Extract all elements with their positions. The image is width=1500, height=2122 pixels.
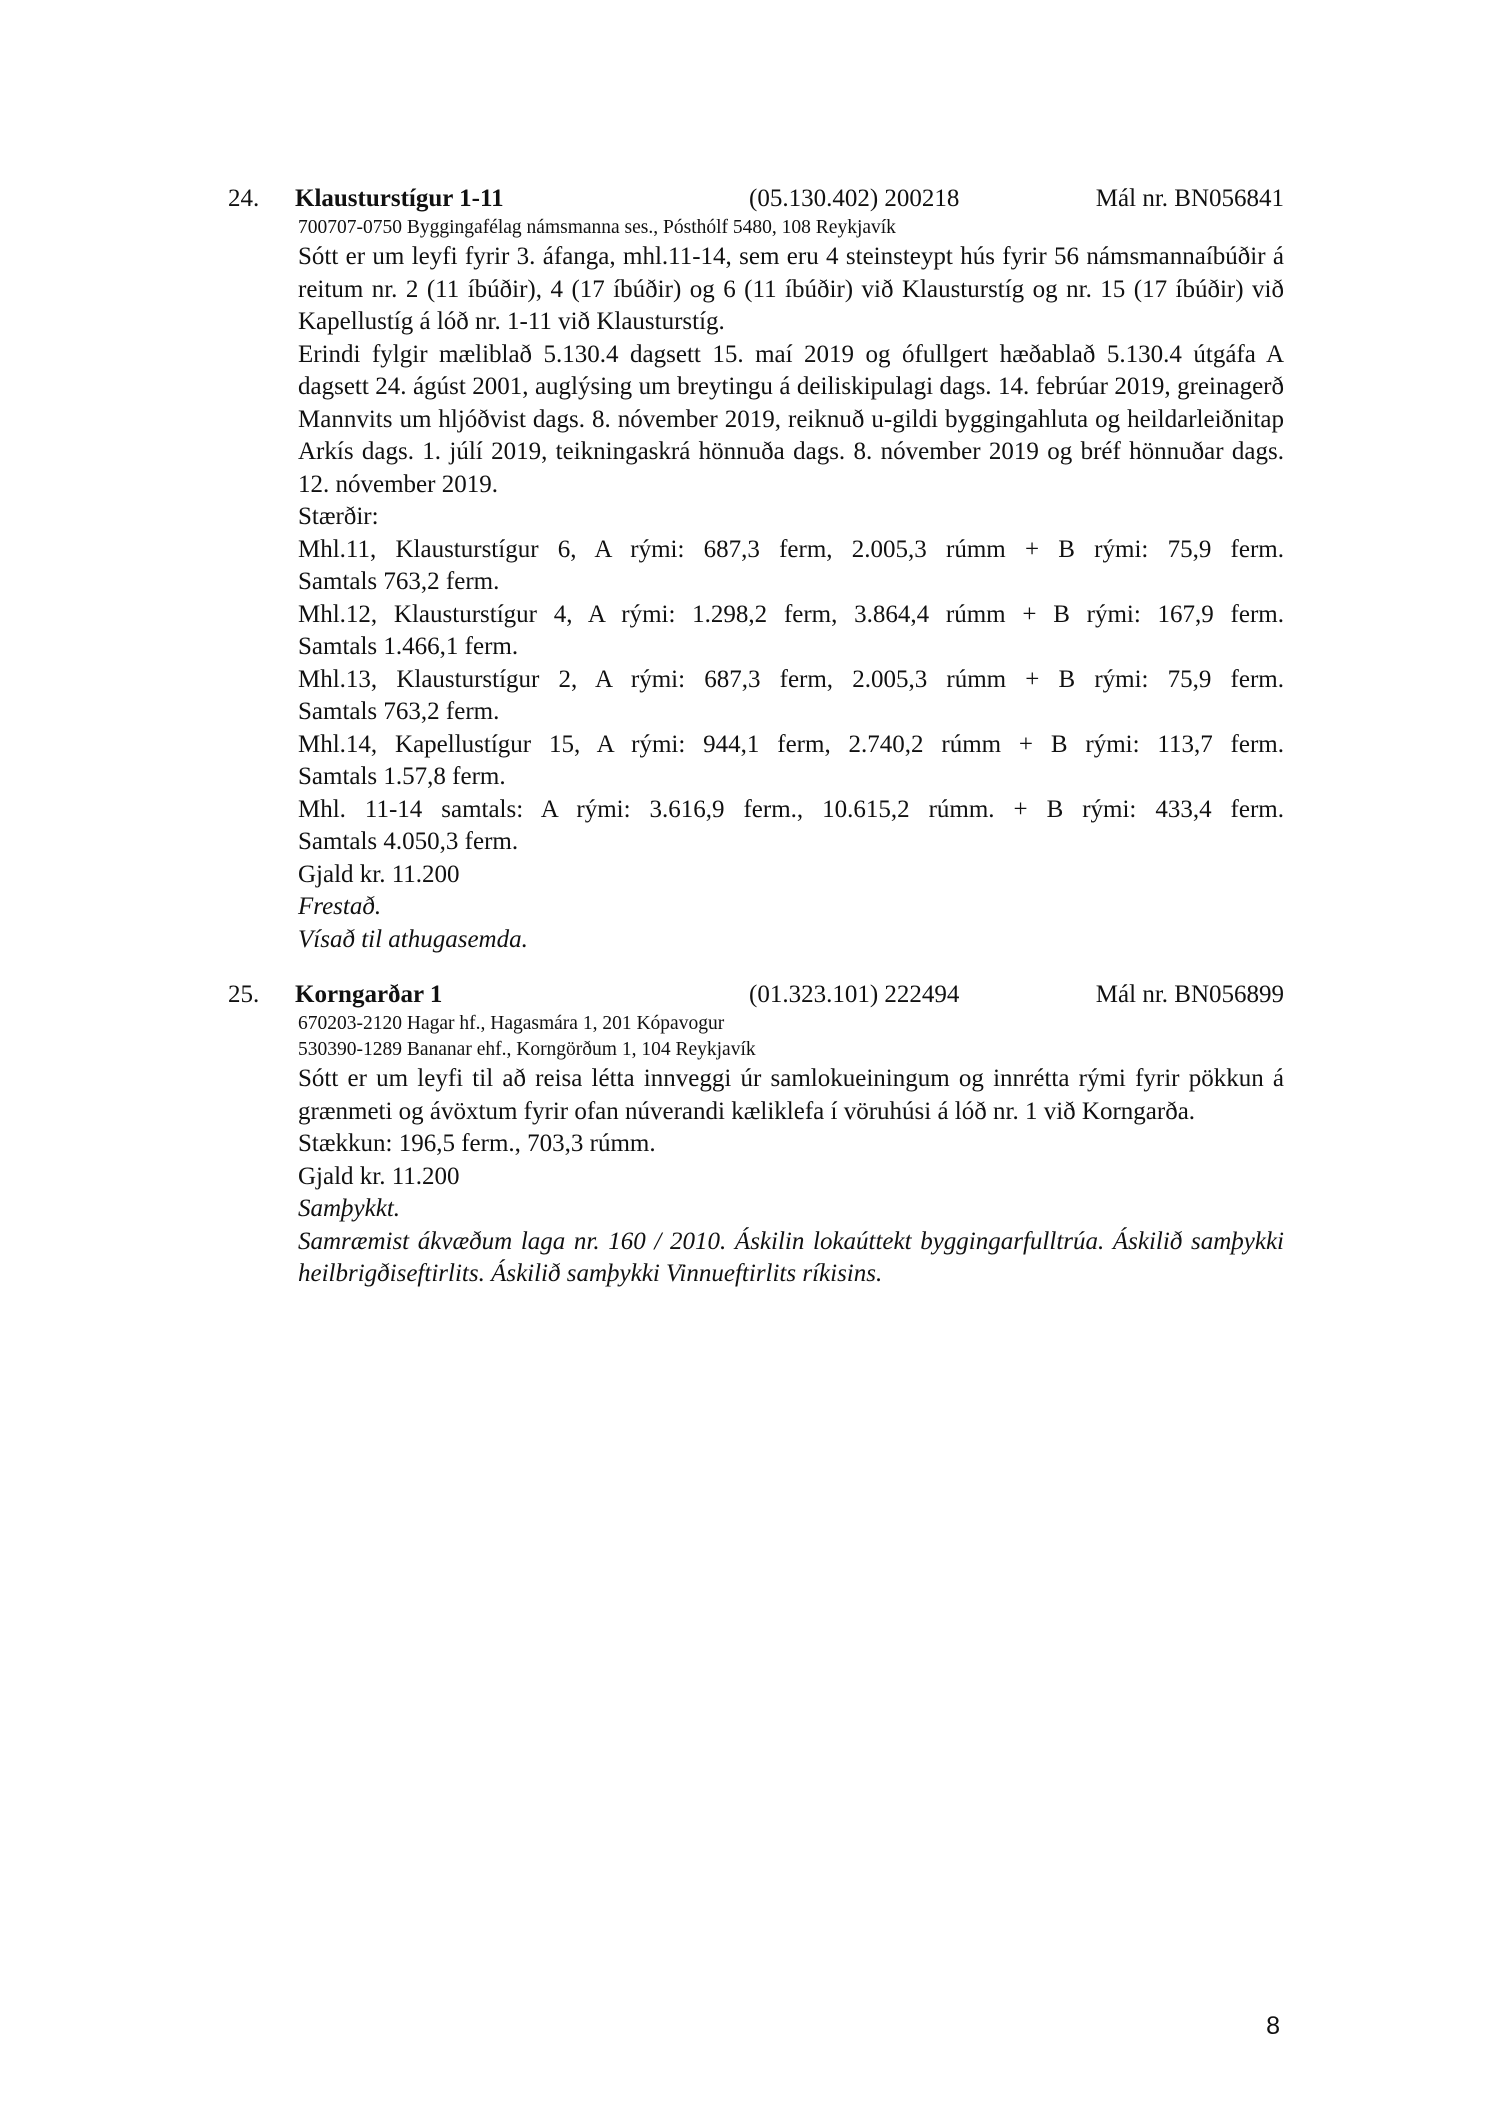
size-row xyxy=(298,729,1284,794)
item-body xyxy=(298,1011,1284,1291)
decision-note: Samræmist ákvæðum laga nr. 160 / 2010. Áskilin lokaúttekt byggingarfulltrúa. Áskilið samþykki heilbrigðiseftirlits. Áskilið samþykki Vinnueftirlits ríkisins. xyxy=(298,1227,1284,1287)
fee: Gjald kr. 11.200 xyxy=(298,1162,460,1190)
property-reference: (05.130.402) 200218 xyxy=(749,185,960,212)
sizes-label: Stærðir: xyxy=(298,503,379,530)
size-total: Samtals 1.57,8 ferm. xyxy=(298,763,506,790)
item-header xyxy=(228,978,1284,1011)
enlargement: Stækkun: 196,5 ferm., 703,3 rúmm. xyxy=(298,1130,656,1157)
size-row xyxy=(298,794,1284,859)
applicant-line: 530390-1289 Bananar ehf., Korngörðum 1, 104 Reykjavík xyxy=(298,1039,756,1060)
size-total: Samtals 4.050,3 ferm. xyxy=(298,828,519,855)
item-title: Korngarðar 1 xyxy=(295,981,443,1008)
item-title: Klausturstígur 1-11 xyxy=(295,185,504,212)
item-header xyxy=(228,182,1284,215)
decision: Samþykkt. xyxy=(298,1195,401,1222)
page-number: 8 xyxy=(1266,2012,1280,2040)
fee: Gjald kr. 11.200 xyxy=(298,860,460,888)
size-line: Mhl.13, Klausturstígur 2, A rými: 687,3 ferm, 2.005,3 rúmm + B rými: 75,9 ferm. xyxy=(298,665,1284,693)
size-total: Samtals 763,2 ferm. xyxy=(298,568,500,595)
attachments-text: Erindi fylgir mæliblað 5.130.4 dagsett 15. maí 2019 og ófullgert hæðablað 5.130.4 útgáfa A dagsett 24. ágúst 2001, auglýsing um breytingu á deiliskipulagi dags. 14. febrúar 2019, greinagerð Mannvits um hljóðvist dags. 8. nóvember 2019, reiknuð u-gildi byggingahluta og heildarleiðnitap Arkís dags. 1. júlí 2019, teikningaskrá hönnuða dags. 8. nóvember 2019 og bréf hönnuðar dags. 12. nóvember 2019. xyxy=(298,340,1284,498)
case-number: Mál nr. BN056899 xyxy=(1095,981,1284,1008)
size-line: Mhl. 11-14 samtals: A rými: 3.616,9 ferm., 10.615,2 rúmm. + B rými: 433,4 ferm. xyxy=(298,795,1284,823)
item-body xyxy=(298,215,1284,956)
agenda-item-24 xyxy=(228,182,1284,956)
size-line: Mhl.12, Klausturstígur 4, A rými: 1.298,2 ferm, 3.864,4 rúmm + B rými: 167,9 ferm. xyxy=(298,600,1284,628)
size-row xyxy=(298,664,1284,729)
item-number: 24. xyxy=(228,185,260,212)
agenda-item-25 xyxy=(228,978,1284,1291)
item-number: 25. xyxy=(228,981,260,1008)
size-total: Samtals 1.466,1 ferm. xyxy=(298,633,519,660)
size-row xyxy=(298,534,1284,599)
property-reference: (01.323.101) 222494 xyxy=(749,981,960,1008)
size-total: Samtals 763,2 ferm. xyxy=(298,698,500,725)
decision: Frestað. xyxy=(298,893,382,920)
application-description: Sótt er um leyfi fyrir 3. áfanga, mhl.11-14, sem eru 4 steinsteypt hús fyrir 56 námsmannaíbúðir á reitum nr. 2 (11 íbúðir), 4 (17 íbúðir) og 6 (11 íbúðir) við Klausturstíg og nr. 15 (17 íbúðir) við Kapellustíg á lóð nr. 1-11 við Klausturstíg. xyxy=(298,243,1284,335)
applicant-line: 700707-0750 Byggingafélag námsmanna ses., Pósthólf 5480, 108 Reykjavík xyxy=(298,217,896,238)
decision-note: Vísað til athugasemda. xyxy=(298,925,528,953)
applicant-line: 670203-2120 Hagar hf., Hagasmára 1, 201 Kópavogur xyxy=(298,1013,725,1034)
application-description: Sótt er um leyfi til að reisa létta innveggi úr samlokueiningum og innrétta rými fyrir pökkun á grænmeti og ávöxtum fyrir ofan núverandi kæliklefa í vöruhúsi á lóð nr. 1 við Korngarða. xyxy=(298,1065,1284,1125)
case-number: Mál nr. BN056841 xyxy=(1095,185,1284,212)
size-row xyxy=(298,599,1284,664)
size-line: Mhl.14, Kapellustígur 15, A rými: 944,1 ferm, 2.740,2 rúmm + B rými: 113,7 ferm. xyxy=(298,730,1284,758)
size-line: Mhl.11, Klausturstígur 6, A rými: 687,3 ferm, 2.005,3 rúmm + B rými: 75,9 ferm. xyxy=(298,535,1284,563)
